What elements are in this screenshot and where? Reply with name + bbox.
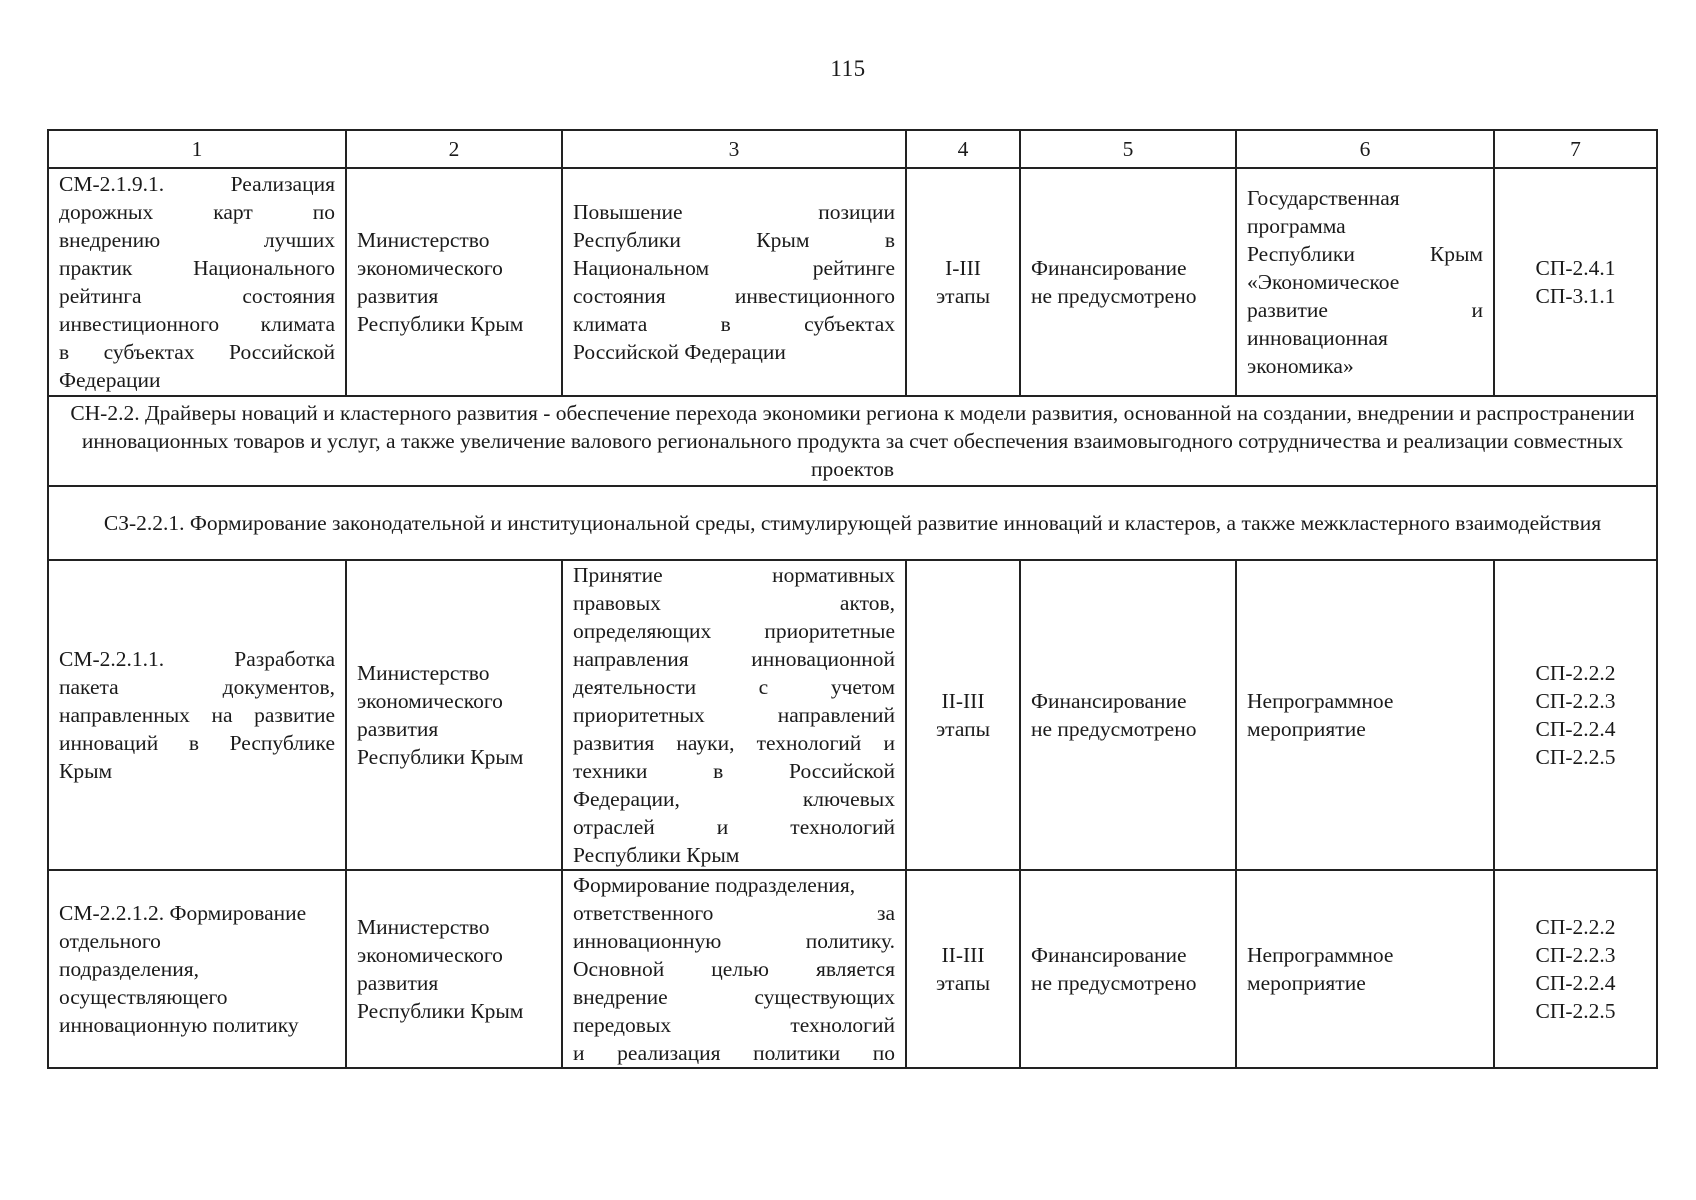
measure-line: направленных на развитие xyxy=(59,703,335,727)
page-number: 115 xyxy=(830,56,866,81)
funding-cell xyxy=(1020,560,1236,870)
measures-table xyxy=(47,129,1658,1069)
result-line: Республики Крым xyxy=(573,843,740,867)
executor-line: развития xyxy=(357,717,439,741)
measure-line: инновационную политику xyxy=(59,1013,299,1037)
program-cell xyxy=(1236,560,1494,870)
link-code: СП-2.2.3 xyxy=(1535,943,1616,967)
program-cell xyxy=(1236,870,1494,1068)
funding-line: не предусмотрено xyxy=(1031,971,1197,995)
result-line: Принятие нормативных xyxy=(573,563,895,587)
program-line: Непрограммное xyxy=(1247,689,1394,713)
program-line: «Экономическое xyxy=(1247,270,1400,294)
column-number-5: 5 xyxy=(1020,130,1236,168)
program-line: мероприятие xyxy=(1247,717,1366,741)
result-line: приоритетных направлений xyxy=(573,703,895,727)
column-number-4: 4 xyxy=(906,130,1020,168)
table-row xyxy=(48,870,1657,1068)
funding-line: не предусмотрено xyxy=(1031,717,1197,741)
column-number-3: 3 xyxy=(562,130,906,168)
result-line: Национальном рейтинге xyxy=(573,256,895,280)
executor-line: развития xyxy=(357,284,439,308)
result-line: Федерации, ключевых xyxy=(573,787,895,811)
executor-cell xyxy=(346,870,562,1068)
section-heading-sz: СЗ-2.2.1. Формирование законодательной и институциональной среды, стимулирующей развитие инноваций и кластеров, а также межкластерного взаимодействия xyxy=(48,486,1657,560)
result-line: деятельности с учетом xyxy=(573,675,895,699)
executor-line: Республики Крым xyxy=(357,312,524,336)
executor-line: Министерство xyxy=(357,228,490,252)
program-line: развитие и xyxy=(1247,298,1483,322)
result-line: состояния инвестиционного xyxy=(573,284,895,308)
stages-cell xyxy=(906,168,1020,396)
program-line: программа xyxy=(1247,214,1346,238)
executor-line: Министерство xyxy=(357,915,490,939)
program-cell xyxy=(1236,168,1494,396)
link-code: СП-2.2.4 xyxy=(1535,971,1616,995)
result-line: направления инновационной xyxy=(573,647,895,671)
result-line: Формирование подразделения, xyxy=(573,873,856,897)
program-line: экономика» xyxy=(1247,354,1354,378)
link-code: СП-2.2.2 xyxy=(1535,915,1616,939)
measure-line: осуществляющего xyxy=(59,985,228,1009)
result-cell xyxy=(562,870,906,1068)
measure-line: внедрению лучших xyxy=(59,228,335,252)
result-cell xyxy=(562,560,906,870)
section-row-sn xyxy=(48,396,1657,486)
measure-line: дорожных карт по xyxy=(59,200,335,224)
measure-line: подразделения, xyxy=(59,957,200,981)
program-line: мероприятие xyxy=(1247,971,1366,995)
result-line: Российской Федерации xyxy=(573,340,786,364)
result-line: передовых технологий xyxy=(573,1013,895,1037)
link-code: СП-2.2.2 xyxy=(1535,661,1616,685)
measure-line: Федерации xyxy=(59,368,161,392)
executor-cell xyxy=(346,168,562,396)
link-code: СП-2.2.3 xyxy=(1535,689,1616,713)
section-row-sz xyxy=(48,486,1657,560)
executor-cell xyxy=(346,560,562,870)
link-code: СП-2.2.5 xyxy=(1535,999,1616,1023)
column-number-2: 2 xyxy=(346,130,562,168)
funding-cell xyxy=(1020,168,1236,396)
measure-line: практик Национального xyxy=(59,256,335,280)
measure-line: в субъектах Российской xyxy=(59,340,335,364)
executor-line: Республики Крым xyxy=(357,745,524,769)
result-line: отраслей и технологий xyxy=(573,815,895,839)
funding-line: не предусмотрено xyxy=(1031,284,1197,308)
result-line: ответственного за xyxy=(573,901,895,925)
result-line: внедрение существующих xyxy=(573,985,895,1009)
measure-cell xyxy=(48,168,346,396)
program-line: Непрограммное xyxy=(1247,943,1394,967)
measure-line: инноваций в Республике xyxy=(59,731,335,755)
result-line: развития науки, технологий и xyxy=(573,731,895,755)
result-line: и реализация политики по xyxy=(573,1041,895,1065)
column-number-6: 6 xyxy=(1236,130,1494,168)
measure-line: СМ-2.2.1.1. Разработка xyxy=(59,647,335,671)
stages-cell xyxy=(906,560,1020,870)
result-cell xyxy=(562,168,906,396)
measure-line: Крым xyxy=(59,759,113,783)
result-line: Республики Крым в xyxy=(573,228,895,252)
measure-line: отдельного xyxy=(59,929,161,953)
column-number-1: 1 xyxy=(48,130,346,168)
link-code: СП-2.2.5 xyxy=(1535,745,1616,769)
executor-line: экономического xyxy=(357,256,503,280)
table-header-row xyxy=(48,130,1657,168)
table-row xyxy=(48,560,1657,870)
executor-line: экономического xyxy=(357,689,503,713)
measure-line: рейтинга состояния xyxy=(59,284,335,308)
executor-line: экономического xyxy=(357,943,503,967)
link-code: СП-3.1.1 xyxy=(1535,284,1616,308)
stages-line: этапы xyxy=(935,717,991,741)
funding-line: Финансирование xyxy=(1031,256,1187,280)
measure-line: инвестиционного климата xyxy=(59,312,335,336)
measure-line: СМ-2.1.9.1. Реализация xyxy=(59,172,335,196)
stages-line: этапы xyxy=(935,284,991,308)
executor-line: Министерство xyxy=(357,661,490,685)
stages-cell xyxy=(906,870,1020,1068)
stages-line: этапы xyxy=(935,971,991,995)
funding-line: Финансирование xyxy=(1031,943,1187,967)
executor-line: Республики Крым xyxy=(357,999,524,1023)
links-cell xyxy=(1494,560,1657,870)
executor-line: развития xyxy=(357,971,439,995)
result-line: техники в Российской xyxy=(573,759,895,783)
result-line: инновационную политику. xyxy=(573,929,895,953)
result-line: определяющих приоритетные xyxy=(573,619,895,643)
link-code: СП-2.2.4 xyxy=(1535,717,1616,741)
measure-cell xyxy=(48,560,346,870)
funding-line: Финансирование xyxy=(1031,689,1187,713)
links-cell xyxy=(1494,870,1657,1068)
program-line: Государственная xyxy=(1247,186,1400,210)
program-line: Республики Крым xyxy=(1247,242,1483,266)
column-number-7: 7 xyxy=(1494,130,1657,168)
stages-line: II-III xyxy=(941,689,985,713)
result-line: Основной целью является xyxy=(573,957,895,981)
result-line: правовых актов, xyxy=(573,591,895,615)
funding-cell xyxy=(1020,870,1236,1068)
link-code: СП-2.4.1 xyxy=(1535,256,1616,280)
links-cell xyxy=(1494,168,1657,396)
stages-line: II-III xyxy=(941,943,985,967)
program-line: инновационная xyxy=(1247,326,1388,350)
measure-cell xyxy=(48,870,346,1068)
section-heading-sn: СН-2.2. Драйверы новаций и кластерного развития - обеспечение перехода экономики региона к модели развития, основанной на создании, внедрении и распространении инновационных товаров и услуг, а также увеличение валового регионального продукта за счет обеспечения взаимовыгодного сотрудничества и реализации совместных проектов xyxy=(48,396,1657,486)
measure-line: пакета документов, xyxy=(59,675,335,699)
stages-line: I-III xyxy=(945,256,981,280)
table-row xyxy=(48,168,1657,396)
measure-line: СМ-2.2.1.2. Формирование xyxy=(59,901,307,925)
result-line: Повышение позиции xyxy=(573,200,895,224)
result-line: климата в субъектах xyxy=(573,312,895,336)
